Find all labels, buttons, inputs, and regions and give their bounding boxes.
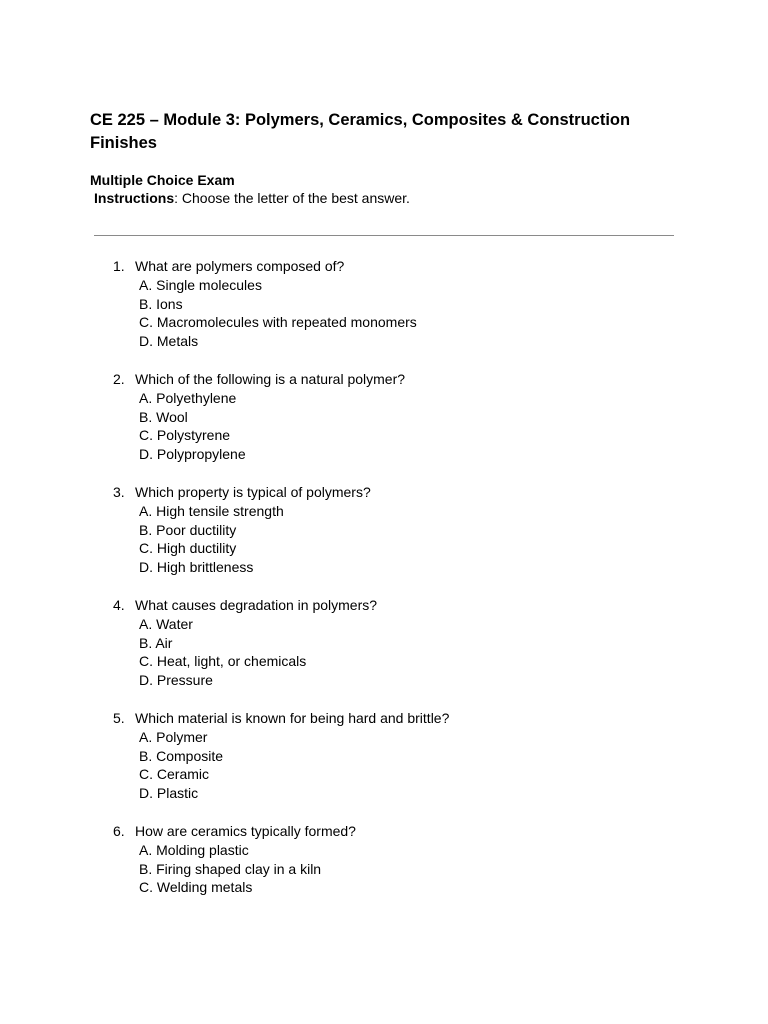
divider-line xyxy=(94,235,674,236)
answer-option: C. Welding metals xyxy=(139,879,253,896)
answer-options xyxy=(139,389,246,464)
question-text: What are polymers composed of? xyxy=(135,258,345,274)
question-text: Which material is known for being hard and brittle? xyxy=(135,710,450,726)
question-item xyxy=(0,370,768,483)
answer-options xyxy=(139,502,284,577)
question-number: 6. xyxy=(113,823,125,839)
question-item xyxy=(0,709,768,822)
answer-option: D. Polypropylene xyxy=(139,446,246,463)
answer-options xyxy=(139,728,223,803)
instructions-label: Instructions xyxy=(94,190,175,206)
question-number: 5. xyxy=(113,710,125,726)
answer-option: B. Composite xyxy=(139,747,224,764)
question-item xyxy=(0,596,768,709)
answer-option: B. Ions xyxy=(139,295,183,312)
answer-option: B. Firing shaped clay in a kiln xyxy=(139,860,322,877)
question-text: Which property is typical of polymers? xyxy=(135,484,371,500)
answer-option: A. High tensile strength xyxy=(139,503,284,519)
question-text: How are ceramics typically formed? xyxy=(135,823,356,839)
question-number: 4. xyxy=(113,597,125,613)
answer-option: D. Metals xyxy=(139,333,199,350)
answer-option: C. Macromolecules with repeated monomers xyxy=(139,314,417,331)
answer-option: B. Air xyxy=(139,634,173,651)
answer-option: A. Water xyxy=(139,616,193,632)
question-number: 1. xyxy=(113,258,125,274)
question-text: Which of the following is a natural polymer? xyxy=(135,371,406,387)
exam-type-heading: Multiple Choice Exam xyxy=(90,172,235,188)
answer-option: D. Pressure xyxy=(139,672,213,689)
answer-option: D. Plastic xyxy=(139,785,199,802)
answer-option: C. Heat, light, or chemicals xyxy=(139,653,307,670)
question-number: 3. xyxy=(113,484,125,500)
document-title: CE 225 – Module 3: Polymers, Ceramics, Composites & Construction Finishes xyxy=(90,111,631,152)
question-item xyxy=(0,483,768,596)
question-text: What causes degradation in polymers? xyxy=(135,597,378,613)
answer-options xyxy=(139,841,321,897)
answer-options xyxy=(139,276,417,351)
question-list xyxy=(0,257,768,935)
question-item xyxy=(0,257,768,370)
answer-option: A. Polyethylene xyxy=(139,390,237,406)
answer-option: A. Molding plastic xyxy=(139,842,249,858)
answer-option: A. Polymer xyxy=(139,729,208,745)
question-number: 2. xyxy=(113,371,125,387)
instructions xyxy=(94,189,410,207)
answer-option: C. Ceramic xyxy=(139,766,210,783)
answer-options xyxy=(139,615,306,690)
instructions-text: : Choose the letter of the best answer. xyxy=(174,190,410,206)
answer-option: A. Single molecules xyxy=(139,277,262,293)
answer-option: C. High ductility xyxy=(139,540,237,557)
answer-option: B. Poor ductility xyxy=(139,521,237,538)
answer-option: C. Polystyrene xyxy=(139,427,231,444)
answer-option: B. Wool xyxy=(139,408,188,425)
answer-option: D. High brittleness xyxy=(139,559,254,576)
question-item xyxy=(0,822,768,935)
